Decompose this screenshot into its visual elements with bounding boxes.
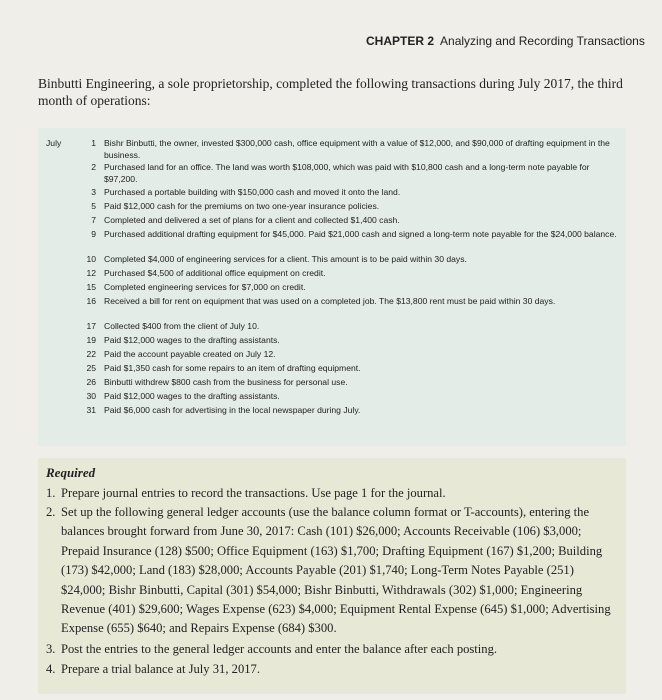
transaction-month: July: [46, 138, 62, 148]
required-item-text: Prepare a trial balance at July 31, 2017.: [61, 662, 260, 676]
transaction-day: 15: [86, 282, 96, 292]
required-item-number: 2.: [46, 505, 56, 519]
chapter-title: Analyzing and Recording Transactions: [440, 34, 645, 48]
transaction-day: 19: [86, 335, 96, 345]
transaction-day: 9: [91, 229, 96, 239]
transaction-day: 5: [91, 201, 96, 211]
transaction-text: Purchased land for an office. The land was worth $108,000, which was paid with $10,800 cash and a long-term note payable for $97,200.: [104, 162, 590, 184]
transactions-list: [38, 128, 626, 446]
required-item-number: 3.: [46, 642, 56, 656]
required-item-text: Set up the following general ledger accounts (use the balance column format or T-accounts), entering the balances brought forward from June 30, 2017: Cash (101) $26,000; Accounts Receivable (106) $3,000; Prepaid Insurance (128) $500; Office Equipment (163) $1,700; Drafting Equipment (167) $1,200; Building (173) $42,000; Land (183) $28,000; Accounts Payable (201) $1,740; Long-Term Notes Payable (251) $24,000; Bishr Binbutti, Capital (301) $54,000; Bishr Binbutti, Withdrawals (302) $1,000; Engineering Revenue (401) $29,600; Wages Expense (623) $4,000; Equipment Rental Expense (645) $1,000; Advertising Expense (655) $640; and Repairs Expense (684) $300.: [61, 505, 611, 636]
transaction-day: 7: [91, 215, 96, 225]
required-item-number: 1.: [46, 486, 56, 500]
transaction-day: 12: [86, 268, 96, 278]
transaction-text: Completed and delivered a set of plans for a client and collected $1,400 cash.: [104, 215, 400, 225]
transaction-day: 31: [86, 405, 96, 415]
transaction-day: 30: [86, 391, 96, 401]
transaction-text: Collected $400 from the client of July 10.: [104, 321, 260, 331]
transaction-text: Completed $4,000 of engineering services for a client. This amount is to be paid within 30 days.: [104, 254, 467, 264]
chapter-number: CHAPTER 2: [366, 34, 435, 48]
transaction-text: Bishr Binbutti, the owner, invested $300,000 cash, office equipment with a value of $12,000, and $90,000 of drafting equipment in the business.: [104, 138, 610, 160]
transaction-text: Paid $1,350 cash for some repairs to an item of drafting equipment.: [104, 363, 361, 373]
required-heading: Required: [46, 465, 96, 480]
transaction-day: 22: [86, 349, 96, 359]
transaction-text: Completed engineering services for $7,000 on credit.: [104, 282, 306, 292]
transaction-text: Paid $12,000 wages to the drafting assistants.: [104, 391, 280, 401]
transaction-day: 10: [86, 254, 96, 264]
transaction-text: Paid $12,000 wages to the drafting assistants.: [104, 335, 280, 345]
required-section: [38, 458, 626, 694]
transaction-day: 1: [91, 138, 96, 148]
transaction-day: 16: [86, 296, 96, 306]
transaction-text: Paid the account payable created on July 12.: [104, 349, 276, 359]
transaction-text: Paid $6,000 cash for advertising in the local newspaper during July.: [104, 405, 361, 415]
transaction-text: Purchased additional drafting equipment for $45,000. Paid $21,000 cash and signed a long-term note payable for the $24,000 balance.: [104, 229, 617, 239]
transaction-day: 17: [86, 321, 96, 331]
transaction-text: Received a bill for rent on equipment that was used on a completed job. The $13,800 rent must be paid within 30 days.: [104, 296, 556, 306]
transaction-day: 2: [91, 162, 96, 172]
transaction-day: 3: [91, 187, 96, 197]
transaction-day: 25: [86, 363, 96, 373]
chapter-header: [366, 34, 645, 48]
required-item-text: Prepare journal entries to record the transactions. Use page 1 for the journal.: [61, 486, 446, 500]
transaction-text: Binbutti withdrew $800 cash from the business for personal use.: [104, 377, 348, 387]
problem-intro: Binbutti Engineering, a sole proprietorship, completed the following transactions during July 2017, the third month of operations:: [38, 76, 623, 108]
required-item-number: 4.: [46, 662, 56, 676]
transaction-text: Paid $12,000 cash for the premiums on two one-year insurance policies.: [104, 201, 380, 211]
transaction-text: Purchased a portable building with $150,000 cash and moved it onto the land.: [104, 187, 401, 197]
transaction-text: Purchased $4,500 of additional office equipment on credit.: [104, 268, 326, 278]
transaction-day: 26: [86, 377, 96, 387]
required-item-text: Post the entries to the general ledger accounts and enter the balance after each posting.: [61, 642, 498, 656]
